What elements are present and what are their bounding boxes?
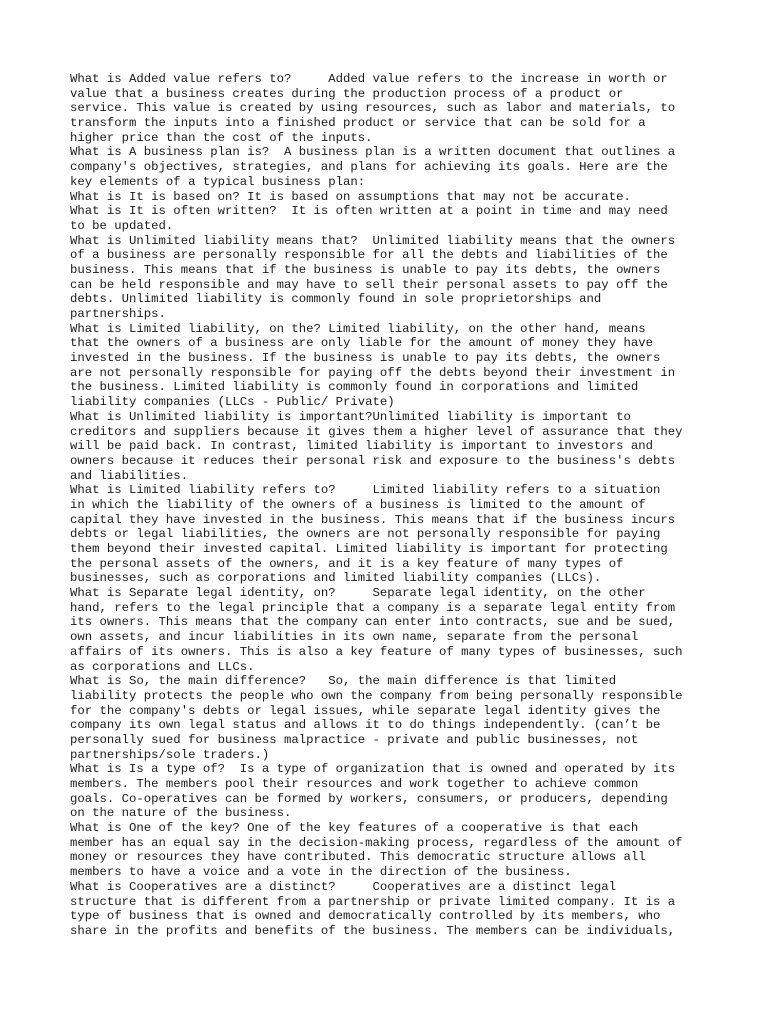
text-line: affairs of its owners. This is also a key feature of many types of businesses, such [70,644,683,659]
text-line: value that a business creates during the production process of a product or [70,86,624,101]
text-line: on the nature of the business. [70,806,292,821]
text-line: What is Added value refers to? Added value refers to the increase in worth or [70,72,668,86]
text-line: businesses, such as corporations and limited liability companies (LLCs). [70,571,602,586]
text-line: as corporations and LLCs. [70,659,255,674]
text-line: members to have a voice and a vote in the direction of the business. [70,865,572,880]
text-line: liability companies (LLCs - Public/ Private) [70,395,395,410]
text-line: share in the profits and benefits of the business. The members can be individuals, [70,923,676,938]
text-line: for the company's debts or legal issues, while separate legal identity gives the [70,703,661,718]
text-line: can be held responsible and may have to sell their personal assets to pay off the [70,277,668,292]
text-line: What is Unlimited liability means that? Unlimited liability means that the owners [70,233,676,248]
text-line: owners because it reduces their personal risk and exposure to the business's debts [70,453,676,468]
text-line: and liabilities. [70,468,189,483]
document-body [70,72,700,939]
text-line: creditors and suppliers because it gives them a higher level of assurance that they [70,424,683,439]
text-line: of a business are personally responsible for all the debts and liabilities of the [70,248,668,263]
text-line: partnerships/sole traders.) [70,747,270,762]
text-line: What is It is often written? It is often written at a point in time and may need [70,204,668,219]
text-line: liability protects the people who own the company from being personally responsible [70,688,683,703]
text-line: the business. Limited liability is commonly found in corporations and limited [70,380,639,395]
text-line: What is So, the main difference? So, the main difference is that limited [70,674,617,689]
text-line: personally sued for business malpractice - private and public businesses, not [70,732,639,747]
text-line: service. This value is created by using resources, such as labor and materials, to [70,101,676,116]
text-line: the personal assets of the owners, and it is a key feature of many types of [70,556,624,571]
text-line: What is Limited liability refers to? Limited liability refers to a situation [70,483,661,498]
text-line: type of business that is owned and democratically controlled by its members, who [70,909,661,924]
text-line: will be paid back. In contrast, limited liability is important to investors and [70,439,653,454]
text-line: What is One of the key? One of the key features of a cooperative is that each [70,821,639,836]
text-line: higher price than the cost of the inputs. [70,130,373,145]
text-line: company its own legal status and allows it to do things independently. (can’t be [70,718,661,733]
text-line: member has an equal say in the decision-making process, regardless of the amount of [70,835,683,850]
text-line: What is A business plan is? A business plan is a written document that outlines a [70,145,676,160]
text-line: debts. Unlimited liability is commonly found in sole proprietorships and [70,292,602,307]
text-line: own assets, and incur liabilities in its own name, separate from the personal [70,630,639,645]
text-line: What is Unlimited liability is important?Unlimited liability is important to [70,409,631,424]
text-line: key elements of a typical business plan: [70,174,366,189]
text-line: that the owners of a business are only liable for the amount of money they have [70,336,653,351]
text-line: members. The members pool their resources and work together to achieve common [70,777,639,791]
text-line: to be updated. [70,218,174,233]
text-line: money or resources they have contributed. This democratic structure allows all [70,850,646,865]
text-line: What is Is a type of? Is a type of organization that is owned and operated by its [70,762,676,777]
text-line: partnerships. [70,307,166,321]
text-line: capital they have invested in the business. This means that if the business incurs [70,512,676,527]
text-line: business. This means that if the business is unable to pay its debts, the owners [70,262,661,277]
text-line: What is It is based on? It is based on assumptions that may not be accurate. [70,189,631,204]
text-line: What is Separate legal identity, on? Separate legal identity, on the other [70,586,646,601]
text-line: them beyond their invested capital. Limited liability is important for protecting [70,542,668,556]
text-line: goals. Co-operatives can be formed by workers, consumers, or producers, depending [70,791,668,806]
text-line: company's objectives, strategies, and plans for achieving its goals. Here are the [70,160,668,175]
text-line: its owners. This means that the company can enter into contracts, sue and be sued, [70,615,676,630]
text-line: hand, refers to the legal principle that a company is a separate legal entity from [70,600,676,615]
text-line: in which the liability of the owners of a business is limited to the amount of [70,497,646,512]
text-line: structure that is different from a partnership or private limited company. It is a [70,894,676,909]
text-line: What is Cooperatives are a distinct? Cooperatives are a distinct legal [70,879,617,894]
text-line: transform the inputs into a finished product or service that can be sold for a [70,116,646,131]
text-line: invested in the business. If the business is unable to pay its debts, the owners [70,351,661,366]
text-line: debts or legal liabilities, the owners are not personally responsible for paying [70,527,661,542]
text-line: are not personally responsible for paying off the debts beyond their investment in [70,365,676,380]
text-line: What is Limited liability, on the? Limited liability, on the other hand, means [70,321,646,336]
